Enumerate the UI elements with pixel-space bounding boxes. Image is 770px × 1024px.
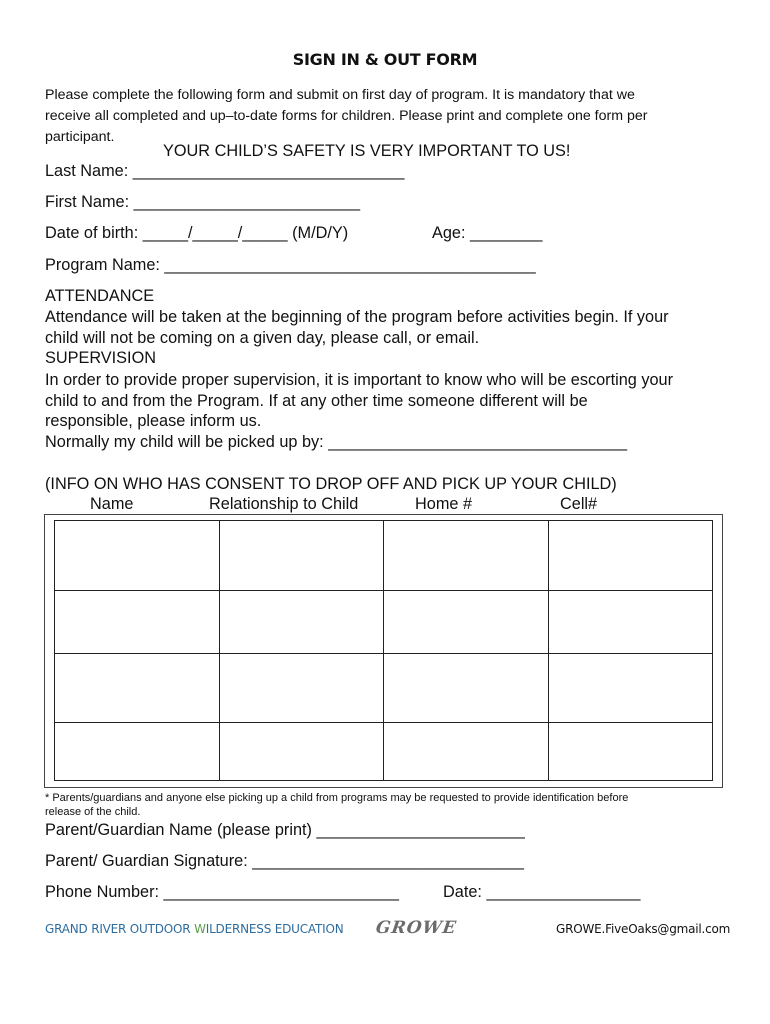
table-row xyxy=(55,723,713,781)
identification-note xyxy=(45,791,735,819)
column-header-home-phone: Home # xyxy=(415,495,473,513)
org-name-part: GRAND RIVER OUTDOOR xyxy=(45,922,195,936)
last-name-field[interactable]: Last Name: ______________________________ xyxy=(45,162,405,180)
note-line: * Parents/guardians and anyone else picking up a child from programs may be requested to provide identification before xyxy=(45,792,629,804)
organization-name xyxy=(45,922,343,936)
consent-table xyxy=(54,520,713,780)
guardian-signature-field[interactable]: Parent/ Guardian Signature: ______________________________ xyxy=(45,852,524,870)
guardian-name-field[interactable]: Parent/Guardian Name (please print) _______________________ xyxy=(45,821,525,839)
table-row xyxy=(55,654,713,723)
note-line: release of the child. xyxy=(45,806,141,818)
supervision-text: child to and from the Program. If at any other time someone different will be xyxy=(45,392,588,410)
table-row xyxy=(55,521,713,591)
table-cell[interactable] xyxy=(55,521,220,591)
supervision-text: responsible, please inform us. xyxy=(45,412,262,430)
column-header-name: Name xyxy=(90,495,134,513)
contact-email[interactable]: GROWE.FiveOaks@gmail.com xyxy=(556,922,731,936)
table-cell[interactable] xyxy=(384,654,549,723)
growe-logo: GROWE xyxy=(374,918,458,938)
first-name-field[interactable]: First Name: _________________________ xyxy=(45,193,361,211)
column-header-cell-phone: Cell# xyxy=(560,495,598,513)
table-cell[interactable] xyxy=(219,521,384,591)
supervision-text: In order to provide proper supervision, it is important to know who will be escorting your xyxy=(45,371,674,389)
program-name-field[interactable]: Program Name: _________________________________________ xyxy=(45,256,536,274)
org-name-part: ILDERNESS EDUCATION xyxy=(205,922,344,936)
attendance-text: child will not be coming on a given day, please call, or email. xyxy=(45,329,480,347)
safety-banner: YOUR CHILD’S SAFETY IS VERY IMPORTANT TO US! xyxy=(163,142,571,160)
org-name-part: W xyxy=(194,922,206,936)
table-cell[interactable] xyxy=(548,591,713,654)
intro-line: receive all completed and up–to-date forms for children. Please print and complete one form per xyxy=(45,108,648,124)
table-cell[interactable] xyxy=(219,591,384,654)
intro-line: Please complete the following form and submit on first day of program. It is mandatory that we xyxy=(45,87,635,103)
attendance-text: Attendance will be taken at the beginning of the program before activities begin. If your xyxy=(45,308,669,326)
column-header-relationship: Relationship to Child xyxy=(209,495,359,513)
table-cell[interactable] xyxy=(219,723,384,781)
attendance-heading: ATTENDANCE xyxy=(45,287,155,305)
table-cell[interactable] xyxy=(384,591,549,654)
table-cell[interactable] xyxy=(55,723,220,781)
intro-paragraph xyxy=(45,85,735,148)
form-title: SIGN IN & OUT FORM xyxy=(292,50,478,69)
table-cell[interactable] xyxy=(548,723,713,781)
table-row xyxy=(55,591,713,654)
table-cell[interactable] xyxy=(548,521,713,591)
table-cell[interactable] xyxy=(55,591,220,654)
date-of-birth-field[interactable]: Date of birth: _____/_____/_____ (M/D/Y) xyxy=(45,224,349,242)
table-cell[interactable] xyxy=(384,521,549,591)
table-cell[interactable] xyxy=(548,654,713,723)
table-cell[interactable] xyxy=(384,723,549,781)
date-field[interactable]: Date: _________________ xyxy=(443,883,641,901)
pickup-person-field[interactable]: Normally my child will be picked up by: _________________________________ xyxy=(45,433,628,451)
intro-line: participant. xyxy=(45,129,115,145)
phone-number-field[interactable]: Phone Number: __________________________ xyxy=(45,883,399,901)
table-cell[interactable] xyxy=(55,654,220,723)
supervision-heading: SUPERVISION xyxy=(45,349,156,367)
consent-heading: (INFO ON WHO HAS CONSENT TO DROP OFF AND PICK UP YOUR CHILD) xyxy=(45,475,617,493)
age-field[interactable]: Age: ________ xyxy=(432,224,543,242)
table-cell[interactable] xyxy=(219,654,384,723)
